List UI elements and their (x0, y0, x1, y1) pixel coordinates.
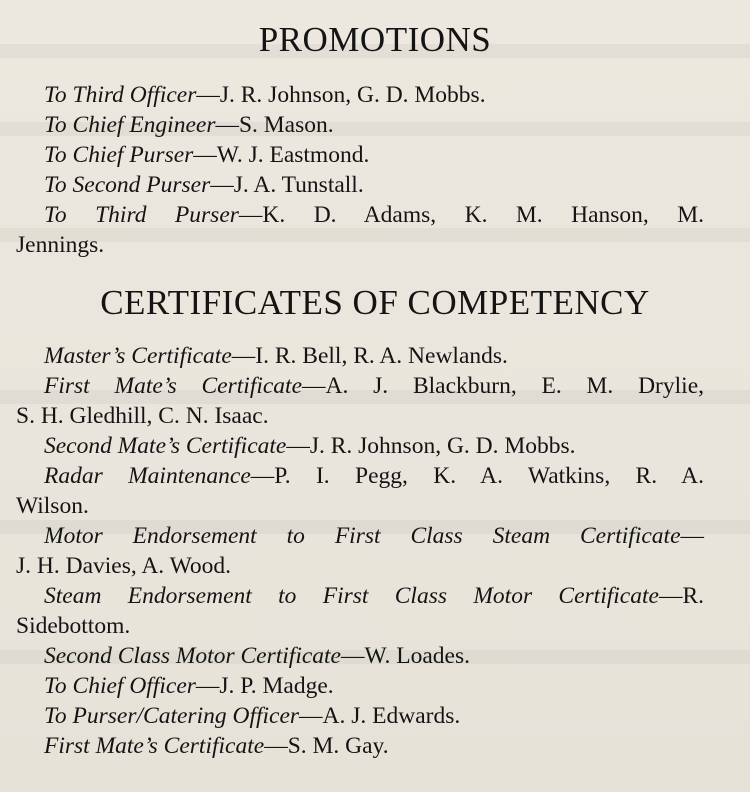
certificate-entry (44, 671, 334, 701)
certificate-role: First Mate’s Certificate (44, 733, 265, 759)
dash: — (193, 142, 217, 168)
promotion-entry (44, 170, 364, 200)
dash: — (341, 643, 365, 669)
certificate-names: W. Loades. (364, 643, 471, 669)
certificates-heading: CERTIFICATES OF COMPETENCY (100, 283, 650, 322)
certificate-role: Second Class Motor Certificate (44, 643, 341, 669)
dash: — (680, 523, 704, 549)
promotion-names: K. D. Adams, K. M. Hanson, M. (262, 202, 704, 228)
certificate-role: Steam Endorsement to First Class Motor Certificate (44, 583, 659, 609)
certificate-entry (44, 431, 576, 461)
certificate-role: Master’s Certificate (44, 343, 232, 369)
certificate-entry-continuation: S. H. Gledhill, C. N. Isaac. (16, 403, 269, 429)
dash: — (195, 673, 220, 699)
certificate-names: J. P. Madge. (219, 673, 334, 699)
dash: — (250, 463, 275, 489)
certificate-entry (44, 581, 704, 611)
certificate-names: A. J. Blackburn, E. M. Drylie, (325, 373, 704, 399)
dash: — (264, 733, 288, 759)
promotion-names: J. R. Johnson, G. D. Mobbs. (219, 82, 486, 108)
certificate-entry (44, 701, 460, 731)
certificate-entry-continuation: Sidebottom. (16, 613, 131, 639)
promotion-role: To Second Purser (44, 172, 211, 198)
dash: — (210, 172, 234, 198)
certificate-entry (44, 341, 508, 371)
dash: — (299, 703, 323, 729)
dash: — (658, 583, 683, 609)
certificate-entry (44, 521, 704, 551)
dash: — (215, 112, 239, 138)
certificate-entry (44, 731, 389, 761)
promotion-names: W. J. Eastmond. (216, 142, 370, 168)
promotion-role: To Third Purser (44, 202, 239, 228)
certificate-role: To Purser/Catering Officer (44, 703, 300, 729)
promotion-role: To Third Officer (44, 82, 197, 108)
certificate-role: Second Mate’s Certificate (44, 433, 287, 459)
promotion-entry (44, 80, 486, 110)
promotion-role: To Chief Engineer (44, 112, 216, 138)
promotions-heading: PROMOTIONS (258, 20, 492, 59)
certificate-role: First Mate’s Certificate (44, 373, 303, 399)
certificate-role: To Chief Officer (44, 673, 196, 699)
promotion-entry-continuation: Jennings. (16, 232, 105, 258)
dash: — (302, 373, 326, 399)
certificate-entry (44, 371, 704, 401)
promotion-entry (44, 140, 369, 170)
certificate-role: Motor Endorsement to First Class Steam Certificate (44, 523, 681, 549)
certificate-entry (44, 461, 704, 491)
certificate-entry (44, 641, 470, 671)
promotion-names: J. A. Tunstall. (233, 172, 364, 198)
certificate-entry-continuation: Wilson. (16, 493, 89, 519)
certificate-names: I. R. Bell, R. A. Newlands. (255, 343, 508, 369)
certificate-names: P. I. Pegg, K. A. Watkins, R. A. (274, 463, 704, 489)
certificate-names: R. (682, 583, 704, 609)
certificate-names: J. R. Johnson, G. D. Mobbs. (309, 433, 576, 459)
dash: — (231, 343, 256, 369)
certificate-entry-continuation: J. H. Davies, A. Wood. (16, 553, 232, 579)
certificate-role: Radar Maintenance (44, 463, 251, 489)
promotion-entry (44, 200, 704, 230)
certificate-names: A. J. Edwards. (322, 703, 461, 729)
dash: — (238, 202, 263, 228)
promotion-role: To Chief Purser (44, 142, 194, 168)
dash: — (196, 82, 220, 108)
dash: — (286, 433, 310, 459)
show-through-shadow (0, 228, 750, 242)
promotion-names: S. Mason. (238, 112, 334, 138)
certificate-names: S. M. Gay. (287, 733, 389, 759)
promotion-entry (44, 110, 334, 140)
